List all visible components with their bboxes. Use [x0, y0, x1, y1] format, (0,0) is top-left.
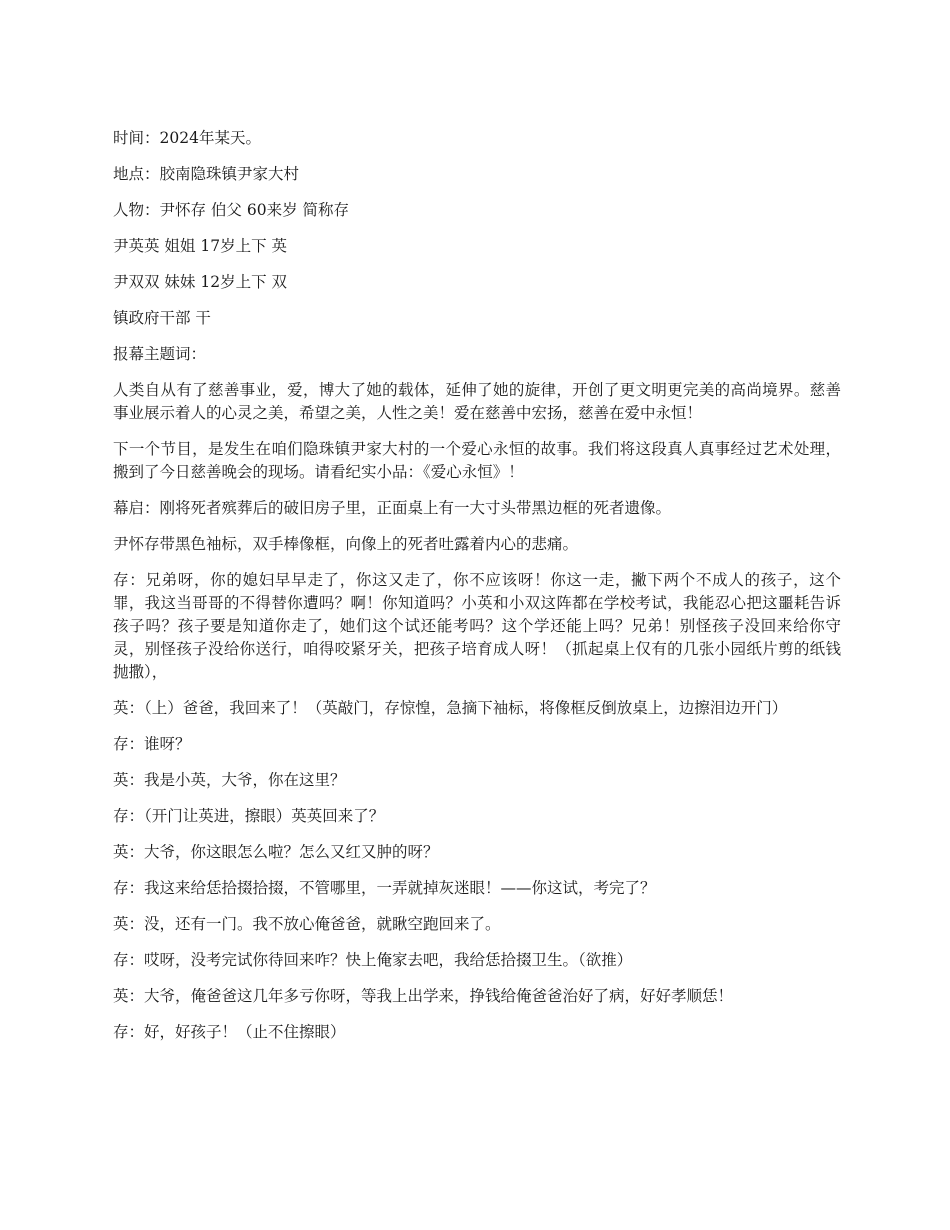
dialogue-line: 英：没，还有一门。我不放心俺爸爸，就瞅空跑回来了。: [113, 915, 501, 933]
stage-direction: 尹怀存带黑色袖标，双手棒像框，向像上的死者吐露着内心的悲痛。: [113, 535, 579, 553]
location-line: 地点：胶南隐珠镇尹家大村: [113, 165, 300, 183]
dialogue-line: 存：好，好孩子！（止不住擦眼）: [113, 1023, 346, 1041]
character-line-shuang: 尹双双 妹妹 12岁上下 双: [113, 273, 288, 291]
announcement-heading: 报幕主题词：: [113, 345, 207, 363]
dialogue-line: 存：兄弟呀，你的媳妇早早走了，你这又走了，你不应该呀！你这一走，撇下两个不成人的孩子，这个罪，我这当哥哥的不得替你遭吗？啊！你知道吗？小英和小双这阵都在学校考试，我能忍心把这噩耗告诉孩子吗？孩子要是知道你走了，她们这个试还能考吗？这个学还能上吗？兄弟！别怪孩子没回来给你守灵，别怪孩子没给你送行，咱得咬紧牙关，把孩子培育成人呀！（抓起桌上仅有的几张小园纸片剪的纸钱抛撒），: [113, 571, 841, 681]
dialogue-line: 英：我是小英，大爷，你在这里？: [113, 771, 346, 789]
time-line: 时间：2024年某天。: [113, 129, 261, 147]
document-page: [113, 127, 841, 1057]
dialogue-line: 存：哎呀，没考完试你待回来咋？快上俺家去吧，我给恁拾掇卫生。（欲推）: [113, 951, 633, 969]
announcement-paragraph: 人类自从有了慈善事业，爱，博大了她的载体，延伸了她的旋律，开创了更文明更完美的高尚境界。慈善事业展示着人的心灵之美，希望之美，人性之美！爱在慈善中宏扬，慈善在爱中永恒！: [113, 381, 841, 422]
character-line-gan: 镇政府干部 干: [113, 309, 211, 327]
character-line-cun: 人物：尹怀存 伯父 60来岁 简称存: [113, 201, 350, 219]
dialogue-line: 存：（开门让英进，擦眼）英英回来了？: [113, 807, 385, 825]
dialogue-line: 英：（上）爸爸，我回来了！（英敲门，存惊惶，急摘下袖标，将像框反倒放桌上，边擦泪边开门）: [113, 699, 788, 717]
dialogue-line: 英：大爷，俺爸爸这几年多亏你呀，等我上出学来，挣钱给俺爸爸治好了病，好好孝顺恁！: [113, 987, 734, 1005]
dialogue-line: 存：谁呀？: [113, 735, 191, 753]
stage-direction: 幕启：刚将死者殡葬后的破旧房子里，正面桌上有一大寸头带黑边框的死者遗像。: [113, 499, 672, 517]
introduction-paragraph: 下一个节目，是发生在咱们隐珠镇尹家大村的一个爱心永恒的故事。我们将这段真人真事经过艺术处理，搬到了今日慈善晚会的现场。请看纪实小品：《爱心永恒》！: [113, 440, 841, 481]
character-line-ying: 尹英英 姐姐 17岁上下 英: [113, 237, 288, 255]
dialogue-line: 英：大爷，你这眼怎么啦？怎么又红又肿的呀？: [113, 843, 439, 861]
dialogue-line: 存：我这来给恁拾掇拾掇，不管哪里，一弄就掉灰迷眼！——你这试，考完了？: [113, 879, 656, 897]
